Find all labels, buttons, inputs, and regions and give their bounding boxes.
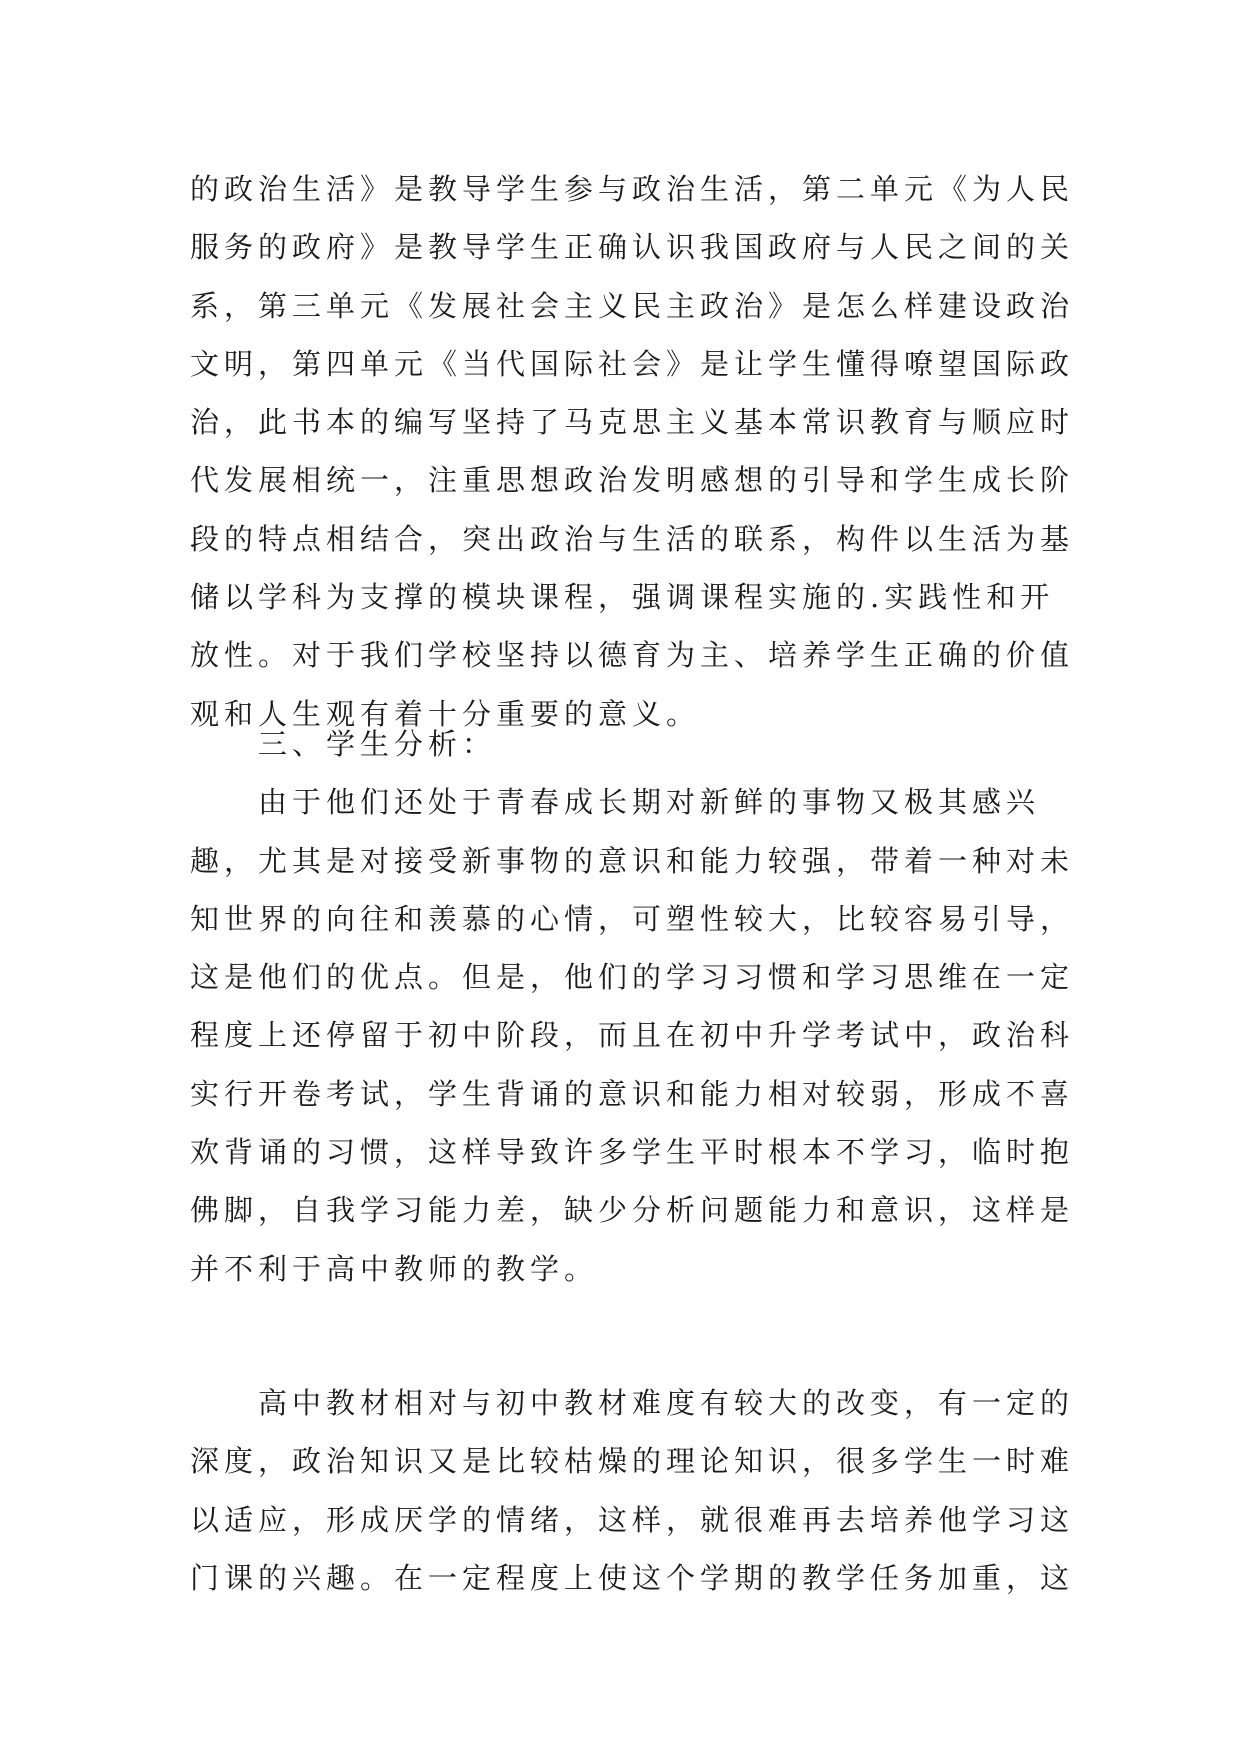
- text-line: 文明，第四单元《当代国际社会》是让学生懂得嘹望国际政: [190, 346, 1075, 381]
- paragraph-student-analysis: [190, 715, 1075, 1298]
- text-line: 佛脚，自我学习能力差，缺少分析问题能力和意识，这样是: [190, 1193, 1075, 1228]
- text-line: 深度，政治知识又是比较枯燥的理论知识，很多学生一时难: [190, 1444, 1075, 1479]
- text-line: 以适应，形成厌学的情绪，这样，就很难再去培养他学习这: [190, 1502, 1075, 1537]
- text-line: 并不利于高中教师的教学。: [190, 1251, 599, 1286]
- text-line: 段的特点相结合，突出政治与生活的联系，构件以生活为基: [190, 521, 1075, 556]
- text-line: 实行开卷考试，学生背诵的意识和能力相对较弱，形成不喜: [190, 1076, 1075, 1111]
- text-line: 储以学科为支撑的模块课程，强调课程实施的.实践性和开: [190, 580, 1055, 615]
- text-line: 放性。对于我们学校坚持以德育为主、培养学生正确的价值: [190, 638, 1075, 673]
- text-line: 知世界的向往和羡慕的心情，可塑性较大，比较容易引导，: [190, 901, 1075, 936]
- text-line: 高中教材相对与初中教材难度有较大的改变，有一定的: [190, 1386, 1075, 1420]
- text-line: 趣，尤其是对接受新事物的意识和能力较强，带着一种对未: [190, 843, 1075, 878]
- text-line: 观和人生观有着十分重要的意义。: [190, 696, 701, 731]
- text-line: 由于他们还处于青春成长期对新鲜的事物又极其感兴: [190, 785, 1041, 820]
- text-line: 程度上还停留于初中阶段，而且在初中升学考试中，政治科: [190, 1018, 1075, 1053]
- text-line: 系，第三单元《发展社会主义民主政治》是怎么样建设政治: [190, 288, 1075, 323]
- text-line: 治，此书本的编写坚持了马克思主义基本常识教育与顺应时: [190, 405, 1075, 440]
- text-line: 欢背诵的习惯，这样导致许多学生平时根本不学习，临时抱: [190, 1135, 1075, 1170]
- text-line: 的政治生活》是教导学生参与政治生活，第二单元《为人民: [190, 172, 1075, 206]
- paragraph-unit-overview: [190, 160, 1075, 743]
- paragraph-textbook-difficulty: [190, 1374, 1075, 1607]
- section-heading: 三、学生分析：: [190, 727, 497, 761]
- text-line: 门课的兴趣。在一定程度上使这个学期的教学任务加重，这: [190, 1560, 1075, 1595]
- text-line: 代发展相统一，注重思想政治发明感想的引导和学生成长阶: [190, 463, 1075, 498]
- text-line: 这是他们的优点。但是，他们的学习习惯和学习思维在一定: [190, 960, 1075, 995]
- text-line: 服务的政府》是教导学生正确认识我国政府与人民之间的关: [190, 230, 1075, 265]
